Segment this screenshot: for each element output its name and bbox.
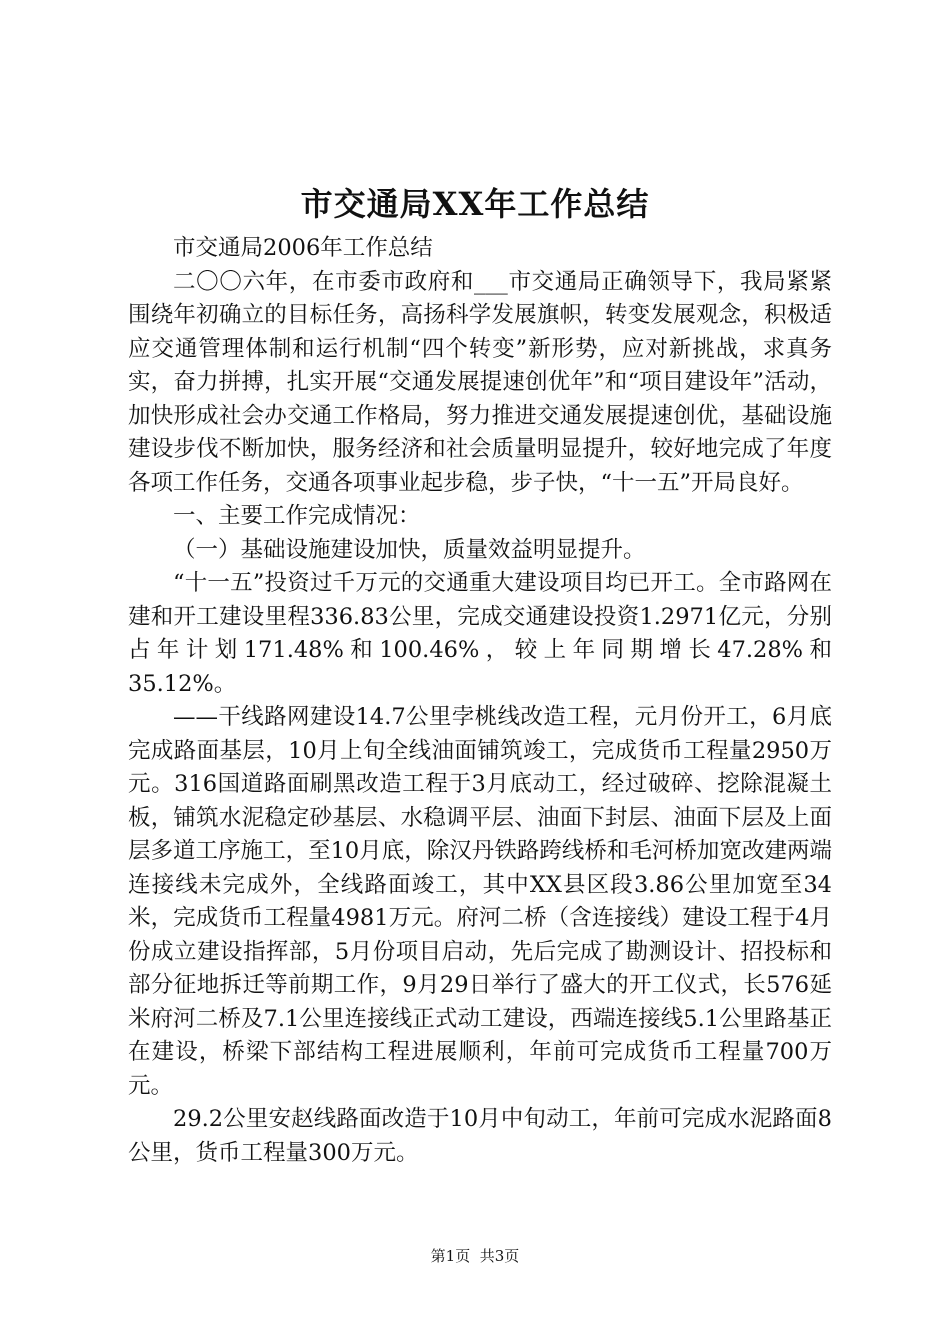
page-total: 共3页 bbox=[479, 1247, 520, 1265]
subsection-heading: （一）基础设施建设加快，质量效益明显提升。 bbox=[173, 536, 646, 563]
paragraph-anzhao-road: 29.2公里安赵线路面改造于10月中旬动工，年前可完成水泥路面8公里，货币工程量300万元。 bbox=[128, 1106, 832, 1166]
document-title: 市交通局XX年工作总结 bbox=[300, 185, 650, 223]
page-footer bbox=[0, 1246, 950, 1266]
document-body bbox=[128, 232, 832, 1170]
paragraph-subtitle: 市交通局2006年工作总结 bbox=[173, 235, 433, 261]
paragraph-investment: “十一五”投资过千万元的交通重大建设项目均已开工。全市路网在建和开工建设里程336.83公里，完成交通建设投资1.2971亿元，分别占年计划171.48%和100.46%，较上年同期增长47.28%和35.12%。 bbox=[128, 570, 832, 697]
paragraph-intro: 二〇〇六年，在市委市政府和___市交通局正确领导下，我局紧紧围绕年初确立的目标任务，高扬科学发展旗帜，转变发展观念，积极适应交通管理体制和运行机制“四个转变”新形势，应对新挑战，求真务实，奋力拼搏，扎实开展“交通发展提速创优年”和“项目建设年”活动，加快形成社会办交通工作格局，努力推进交通发展提速创优，基础设施建设步伐不断加快，服务经济和社会质量明显提升，较好地完成了年度各项工作任务，交通各项事业起步稳，步子快，“十一五”开局良好。 bbox=[128, 268, 832, 496]
paragraph-trunk-roads: ——干线路网建设14.7公里孛桃线改造工程，元月份开工，6月底完成路面基层，10月上旬全线油面铺筑竣工，完成货币工程量2950万元。316国道路面刷黑改造工程于3月底动工，经过破碎、挖除混凝土板，铺筑水泥稳定砂基层、水稳调平层、油面下封层、油面下层及上面层多道工序施工，至10月底，除汉丹铁路跨线桥和毛河桥加宽改建两端连接线未完成外，全线路面竣工，其中XX县区段3.86公里加宽至34米，完成货币工程量4981万元。府河二桥（含连接线）建设工程于4月份成立建设指挥部，5月份项目启动，先后完成了勘测设计、招投标和部分征地拆迁等前期工作，9月29日举行了盛大的开工仪式，长576延米府河二桥及7.1公里连接线正式动工建设，西端连接线5.1公里路基正在建设，桥梁下部结构工程进展顺利，年前可完成货币工程量700万元。 bbox=[128, 704, 832, 1099]
section-heading: 一、主要工作完成情况： bbox=[173, 503, 421, 529]
page-number: 第1页 bbox=[430, 1247, 471, 1265]
